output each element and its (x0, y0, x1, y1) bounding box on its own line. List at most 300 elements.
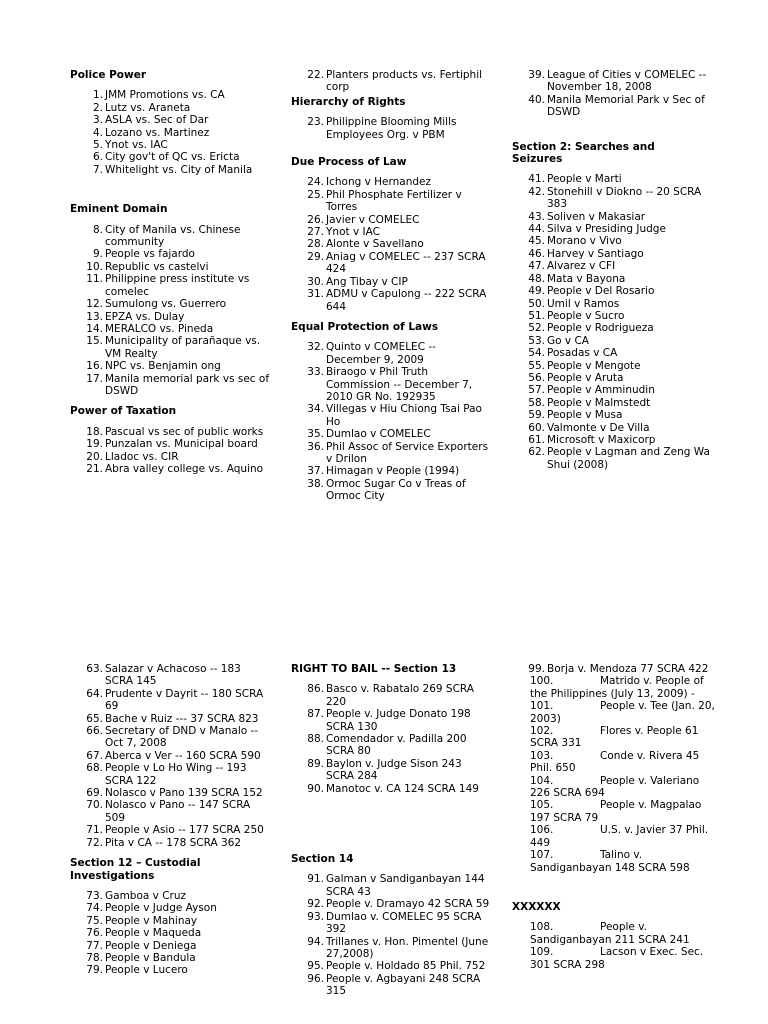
list-item (70, 335, 270, 360)
list-item-text: People v Judge Ayson (105, 902, 217, 915)
list-item-text: JMM Promotions vs. CA (105, 89, 225, 102)
list-item-number: 102. (530, 725, 554, 738)
list-item-number: 10. (86, 260, 103, 273)
list-item (291, 783, 491, 795)
list-item-text: Pita v CA -- 178 SCRA 362 (105, 836, 242, 849)
list-item (291, 708, 491, 733)
list-item (291, 936, 491, 961)
list-item-text: Republic vs castelvi (105, 260, 209, 273)
case-list (70, 426, 270, 476)
list-item (512, 849, 722, 874)
list-item-text: Trillanes v. Hon. Pimentel (June 27,2008) (326, 935, 489, 960)
list-item (70, 114, 270, 126)
list-item (70, 151, 270, 163)
list-item-text: Manotoc v. CA 124 SCRA 149 (326, 782, 479, 795)
list-item (291, 276, 491, 288)
list-item-text: Borja v. Mendoza 77 SCRA 422 (547, 663, 709, 675)
list-item-text: Baylon v. Judge Sison 243 SCRA 284 (326, 757, 462, 783)
list-item-text: Himagan v People (1994) (326, 465, 460, 478)
list-item (291, 116, 491, 141)
list-item-number: 76. (86, 927, 103, 940)
list-item-text: People v Musa (547, 409, 623, 422)
list-item-text: Go v CA (547, 334, 589, 347)
section-right-to-bail (291, 663, 491, 795)
list-item-text: Ang Tibay v CIP (326, 275, 408, 288)
list-item-number: 109. (530, 946, 554, 959)
list-item-text: Prudente v Dayrit -- 180 SCRA 69 (105, 687, 264, 713)
list-item (291, 465, 491, 477)
list-item-text: People v. Judge Donato 198 SCRA 130 (326, 708, 471, 733)
list-item (70, 663, 270, 688)
list-item (70, 940, 270, 952)
list-item (70, 750, 270, 762)
list-item (70, 360, 270, 372)
list-item (512, 186, 712, 211)
section-due-process (291, 156, 491, 313)
list-item (512, 946, 722, 971)
case-list (291, 341, 491, 502)
list-item-number: 101. (530, 700, 554, 713)
list-item-text: Comendador v. Padilla 200 SCRA 80 (326, 733, 467, 758)
list-item-text: Dumlao v COMELEC (326, 428, 431, 441)
case-list (512, 663, 722, 874)
list-item (291, 69, 491, 94)
list-item (70, 261, 270, 273)
list-item-text: People v Lo Ho Wing -- 193 SCRA 122 (105, 762, 247, 787)
list-item-text: Manila Memorial Park v Sec of DSWD (547, 93, 705, 119)
list-item (512, 285, 712, 297)
list-item-number: 39. (528, 69, 545, 81)
section-heading: Section 2: Searches and Seizures (512, 140, 655, 166)
case-list (291, 116, 491, 141)
case-list (512, 69, 712, 119)
list-item-number: 32. (307, 341, 324, 354)
page2-column-2 (291, 663, 491, 998)
list-item (291, 683, 491, 708)
list-item (70, 298, 270, 310)
list-item-text: Sumulong vs. Guerrero (105, 298, 227, 311)
list-item-number: 105. (530, 799, 554, 812)
list-item-number: 90. (307, 782, 324, 795)
list-item-number: 7. (92, 163, 103, 176)
list-item-number: 70. (86, 799, 103, 812)
list-item (291, 251, 491, 276)
list-item-text: People v. Valeriano 226 SCRA 694 (530, 774, 700, 800)
list-item (70, 102, 270, 114)
list-item-number: 100. (530, 675, 554, 688)
list-item-text: People v. Sandiganbayan 211 SCRA 241 (530, 921, 690, 946)
list-item-number: 69. (86, 787, 103, 800)
section-police-power (70, 69, 270, 176)
list-item (70, 463, 270, 475)
list-item-text: Morano v Vivo (547, 235, 622, 248)
list-item (291, 226, 491, 238)
list-item-number: 87. (307, 708, 324, 721)
list-item (70, 902, 270, 914)
list-item (70, 224, 270, 249)
section-eminent-domain (70, 203, 270, 397)
list-item-text: People v Malmstedt (547, 396, 651, 409)
list-item-text: People v. Agbayani 248 SCRA 315 (326, 972, 481, 998)
section-heading: Power of Taxation (70, 405, 177, 418)
list-item-text: Silva v Presiding Judge (547, 223, 666, 236)
list-item-number: 106. (530, 824, 554, 837)
list-item-text: Nolasco v Pano -- 147 SCRA 509 (105, 799, 251, 824)
list-item (512, 725, 722, 750)
list-item (512, 824, 722, 849)
list-item-text: Philippine press institute vs comelec (105, 273, 250, 298)
list-item-number: 86. (307, 683, 324, 696)
list-item-number: 59. (528, 409, 545, 422)
list-item (512, 397, 712, 409)
list-item-number: 64. (86, 687, 103, 700)
list-item-text: Philippine Blooming Mills Employees Org. v PBM (326, 116, 457, 141)
list-item-text: Posadas v CA (547, 347, 618, 360)
list-item-number: 60. (528, 421, 545, 434)
list-item-number: 21. (86, 462, 103, 475)
list-item-number: 13. (86, 310, 103, 323)
case-list (70, 663, 270, 849)
list-item-number: 1. (92, 89, 103, 102)
list-item (512, 446, 712, 471)
list-item (291, 403, 491, 428)
list-item-text: Salazar v Achacoso -- 183 SCRA 145 (105, 663, 241, 688)
list-item-number: 22. (307, 69, 324, 81)
list-item (291, 176, 491, 188)
list-item-text: Basco v. Rabatalo 269 SCRA 220 (326, 683, 474, 708)
list-item-number: 68. (86, 762, 103, 775)
list-item-text: Javier v COMELEC (326, 213, 420, 226)
list-item-text: Phil Assoc of Service Exporters v Drilon (326, 440, 489, 465)
case-list (291, 69, 491, 94)
list-item (512, 372, 712, 384)
list-item (291, 428, 491, 440)
list-item-number: 47. (528, 260, 545, 273)
list-item-number: 41. (528, 173, 545, 186)
list-item-number: 4. (92, 126, 103, 139)
list-item-number: 77. (86, 939, 103, 952)
list-item-number: 33. (307, 366, 324, 379)
case-list (70, 224, 270, 398)
list-item (70, 323, 270, 335)
list-item-text: People vs fajardo (105, 248, 195, 261)
section-equal-protection (291, 321, 491, 503)
list-item (70, 799, 270, 824)
list-item (291, 288, 491, 313)
section-heading: RIGHT TO BAIL -- Section 13 (291, 663, 457, 675)
list-item (512, 700, 722, 725)
list-item-text: City of Manila vs. Chinese community (105, 223, 241, 249)
list-item-number: 74. (86, 902, 103, 915)
list-item (291, 341, 491, 366)
section-hierarchy-of-rights (291, 96, 491, 141)
list-item-text: People v. Magpalao 197 SCRA 79 (530, 799, 702, 824)
list-item-number: 49. (528, 285, 545, 298)
section-heading: Eminent Domain (70, 203, 168, 216)
list-item (291, 758, 491, 783)
list-item-number: 63. (86, 663, 103, 675)
list-item-number: 73. (86, 889, 103, 902)
list-item-number: 28. (307, 238, 324, 251)
list-item-number: 95. (307, 960, 324, 973)
list-item-number: 55. (528, 359, 545, 372)
list-item-text: Ichong v Hernandez (326, 176, 432, 189)
list-item-number: 67. (86, 749, 103, 762)
list-item-number: 43. (528, 210, 545, 223)
list-item-text: Ynot vs. IAC (105, 139, 168, 152)
list-item (512, 675, 722, 700)
list-item-number: 34. (307, 403, 324, 416)
list-item-text: Lladoc vs. CIR (105, 450, 179, 463)
list-item-text: EPZA vs. Dulay (105, 310, 185, 323)
list-item-text: U.S. v. Javier 37 Phil. 449 (530, 824, 709, 849)
list-item-text: Manila memorial park vs sec of DSWD (105, 372, 270, 397)
list-item-text: Ormoc Sugar Co v Treas of Ormoc City (326, 477, 466, 503)
list-item (512, 310, 712, 322)
section-heading: XXXXXX (512, 900, 561, 913)
list-item-text: Talino v. Sandiganbayan 148 SCRA 598 (530, 849, 690, 874)
list-item-text: Biraogo v Phil Truth Commission -- December 7, 2010 GR No. 192935 (326, 366, 473, 403)
list-item (512, 248, 712, 260)
list-item-number: 66. (86, 725, 103, 738)
list-item-number: 61. (528, 433, 545, 446)
list-item-text: People v Mahinay (105, 914, 198, 927)
section-xxxxxx (512, 901, 722, 971)
list-item-text: People v Marti (547, 173, 622, 186)
list-item-text: Soliven v Makasiar (547, 210, 646, 223)
list-item-text: Punzalan vs. Municipal board (105, 438, 258, 451)
list-item-number: 16. (86, 360, 103, 373)
list-item (70, 164, 270, 176)
list-item-text: People v Deniega (105, 939, 197, 952)
list-item-number: 88. (307, 733, 324, 746)
list-item-number: 54. (528, 347, 545, 360)
list-item-number: 65. (86, 712, 103, 725)
list-item (70, 713, 270, 725)
list-item (70, 952, 270, 964)
list-item (70, 787, 270, 799)
list-item (70, 927, 270, 939)
list-item-text: MERALCO vs. Pineda (105, 322, 214, 335)
case-list (70, 89, 270, 176)
list-item-number: 31. (307, 288, 324, 301)
list-item (70, 426, 270, 438)
list-item (512, 260, 712, 272)
list-item-text: Aniag v COMELEC -- 237 SCRA 424 (326, 250, 486, 276)
list-item (70, 438, 270, 450)
list-item (512, 211, 712, 223)
list-item-number: 18. (86, 425, 103, 438)
list-item-number: 91. (307, 873, 324, 886)
list-item-text: People v Bandula (105, 951, 196, 964)
list-item-number: 19. (86, 438, 103, 451)
list-item-number: 14. (86, 322, 103, 335)
list-item-text: Galman v Sandiganbayan 144 SCRA 43 (326, 873, 485, 898)
list-item-number: 37. (307, 465, 324, 478)
list-item-number: 92. (307, 898, 324, 911)
list-item-text: People v Del Rosario (547, 285, 655, 298)
list-item-text: League of Cities v COMELEC -- November 18, 2008 (547, 69, 707, 94)
list-item-number: 58. (528, 396, 545, 409)
list-item (512, 347, 712, 359)
list-item-number: 96. (307, 972, 324, 985)
list-item-text: Ynot v IAC (326, 226, 380, 239)
section-searches-and-seizures (512, 141, 712, 472)
list-item (512, 663, 722, 675)
list-item (70, 127, 270, 139)
list-item (512, 775, 722, 800)
list-item (291, 366, 491, 403)
list-item-number: 48. (528, 272, 545, 285)
list-item-number: 23. (307, 116, 324, 129)
list-item (70, 248, 270, 260)
list-item-text: People v Amminudin (547, 384, 655, 397)
list-item (70, 837, 270, 849)
section-heading: Section 12 – Custodial Investigations (70, 857, 201, 882)
list-item-number: 56. (528, 371, 545, 384)
list-item-number: 24. (307, 176, 324, 189)
list-item (70, 890, 270, 902)
list-item-number: 108. (530, 921, 554, 934)
list-item-text: NPC vs. Benjamin ong (105, 360, 221, 373)
list-item-text: Lacson v Exec. Sec. 301 SCRA 298 (530, 946, 704, 971)
list-item (512, 335, 712, 347)
section-power-of-taxation (70, 405, 270, 475)
case-list (70, 890, 270, 977)
list-item-text: Flores v. People 61 SCRA 331 (530, 725, 699, 750)
list-item-text: Alvarez v CFI (547, 260, 616, 273)
list-item-text: People v. Tee (Jan. 20, 2003) (530, 700, 715, 725)
list-item (512, 384, 712, 396)
list-item-text: Matrido v. People of the Philippines (July 13, 2009) - (530, 675, 704, 700)
list-item (512, 409, 712, 421)
page1-column-2 (291, 69, 491, 503)
list-item-text: People v Asio -- 177 SCRA 250 (105, 824, 264, 837)
list-item (512, 750, 722, 775)
list-item-number: 93. (307, 910, 324, 923)
list-item-text: People v Lagman and Zeng Wa Shui (2008) (547, 446, 710, 471)
list-item (291, 911, 491, 936)
list-item-number: 44. (528, 223, 545, 236)
list-item-number: 75. (86, 914, 103, 927)
list-item-text: Harvey v Santiago (547, 247, 644, 260)
list-item (512, 322, 712, 334)
list-item (70, 373, 270, 398)
list-item-number: 20. (86, 450, 103, 463)
list-item-number: 27. (307, 226, 324, 239)
list-item (70, 273, 270, 298)
list-item-number: 40. (528, 93, 545, 106)
list-item-text: Mata v Bayona (547, 272, 626, 285)
list-item (512, 422, 712, 434)
list-item-text: Planters products vs. Fertiphil corp (326, 69, 483, 94)
list-item-number: 6. (92, 151, 103, 164)
list-item (291, 238, 491, 250)
list-item (512, 173, 712, 185)
list-item-number: 52. (528, 322, 545, 335)
list-item-text: Aberca v Ver -- 160 SCRA 590 (105, 749, 261, 762)
list-item (291, 214, 491, 226)
list-item-text: ASLA vs. Sec of Dar (105, 114, 209, 127)
section-14 (291, 853, 491, 997)
list-item (512, 434, 712, 446)
list-item-number: 9. (92, 248, 103, 261)
case-list (291, 683, 491, 795)
list-item-number: 17. (86, 372, 103, 385)
list-item-text: ADMU v Capulong -- 222 SCRA 644 (326, 288, 487, 313)
list-item-text: People v Mengote (547, 359, 641, 372)
list-item (512, 298, 712, 310)
list-item-number: 25. (307, 188, 324, 201)
list-item (70, 688, 270, 713)
list-item-number: 71. (86, 824, 103, 837)
list-item (512, 235, 712, 247)
list-item (512, 273, 712, 285)
list-item-text: Phil Phosphate Fertilizer v Torres (326, 188, 462, 214)
list-item-text: People v Rodrigueza (547, 322, 654, 335)
list-item-number: 53. (528, 334, 545, 347)
list-item (70, 762, 270, 787)
list-item-text: Conde v. Rivera 45 Phil. 650 (530, 749, 700, 775)
list-item (70, 311, 270, 323)
case-list (291, 873, 491, 997)
list-item (70, 964, 270, 976)
list-item (291, 478, 491, 503)
list-item-number: 8. (92, 223, 103, 236)
list-item-text: People v. Dramayo 42 SCRA 59 (326, 898, 490, 911)
list-item-text: Nolasco v Pano 139 SCRA 152 (105, 787, 263, 800)
list-item-text: Abra valley college vs. Aquino (105, 462, 264, 475)
list-item (70, 915, 270, 927)
list-item-text: Valmonte v De Villa (547, 421, 650, 434)
list-item (291, 441, 491, 466)
list-item-number: 36. (307, 440, 324, 453)
list-item-text: Quinto v COMELEC -- December 9, 2009 (326, 341, 436, 366)
list-item-number: 62. (528, 446, 545, 459)
list-item (70, 824, 270, 836)
list-item-text: People v Sucro (547, 309, 625, 322)
list-item-text: People v Lucero (105, 964, 188, 977)
list-item-text: Gamboa v Cruz (105, 889, 187, 902)
list-item-text: People v. Holdado 85 Phil. 752 (326, 960, 486, 973)
list-item-number: 30. (307, 275, 324, 288)
page1-column-1 (70, 69, 270, 475)
section-heading: Equal Protection of Laws (291, 320, 439, 333)
list-item-number: 89. (307, 757, 324, 770)
list-item-text: Villegas v Hiu Chiong Tsai Pao Ho (326, 403, 482, 428)
section-heading: Hierarchy of Rights (291, 95, 406, 108)
list-item-text: Pascual vs sec of public works (105, 425, 264, 438)
list-item-number: 46. (528, 247, 545, 260)
list-item-number: 99. (528, 663, 545, 675)
list-item-number: 15. (86, 335, 103, 348)
list-item (291, 898, 491, 910)
list-item-text: People v Aruta (547, 371, 624, 384)
list-item-text: Stonehill v Diokno -- 20 SCRA 383 (547, 185, 702, 211)
list-item-text: Umil v Ramos (547, 297, 620, 310)
list-item (512, 360, 712, 372)
list-item (512, 921, 722, 946)
list-item-number: 50. (528, 297, 545, 310)
section-heading: Due Process of Law (291, 156, 407, 169)
list-item-number: 51. (528, 309, 545, 322)
list-item-number: 104. (530, 774, 554, 787)
list-item-text: Whitelight vs. City of Manila (105, 163, 253, 176)
list-item (291, 973, 491, 998)
list-item-number: 45. (528, 235, 545, 248)
list-item-text: Secretary of DND v Manalo -- Oct 7, 2008 (105, 725, 259, 750)
list-item-number: 57. (528, 384, 545, 397)
